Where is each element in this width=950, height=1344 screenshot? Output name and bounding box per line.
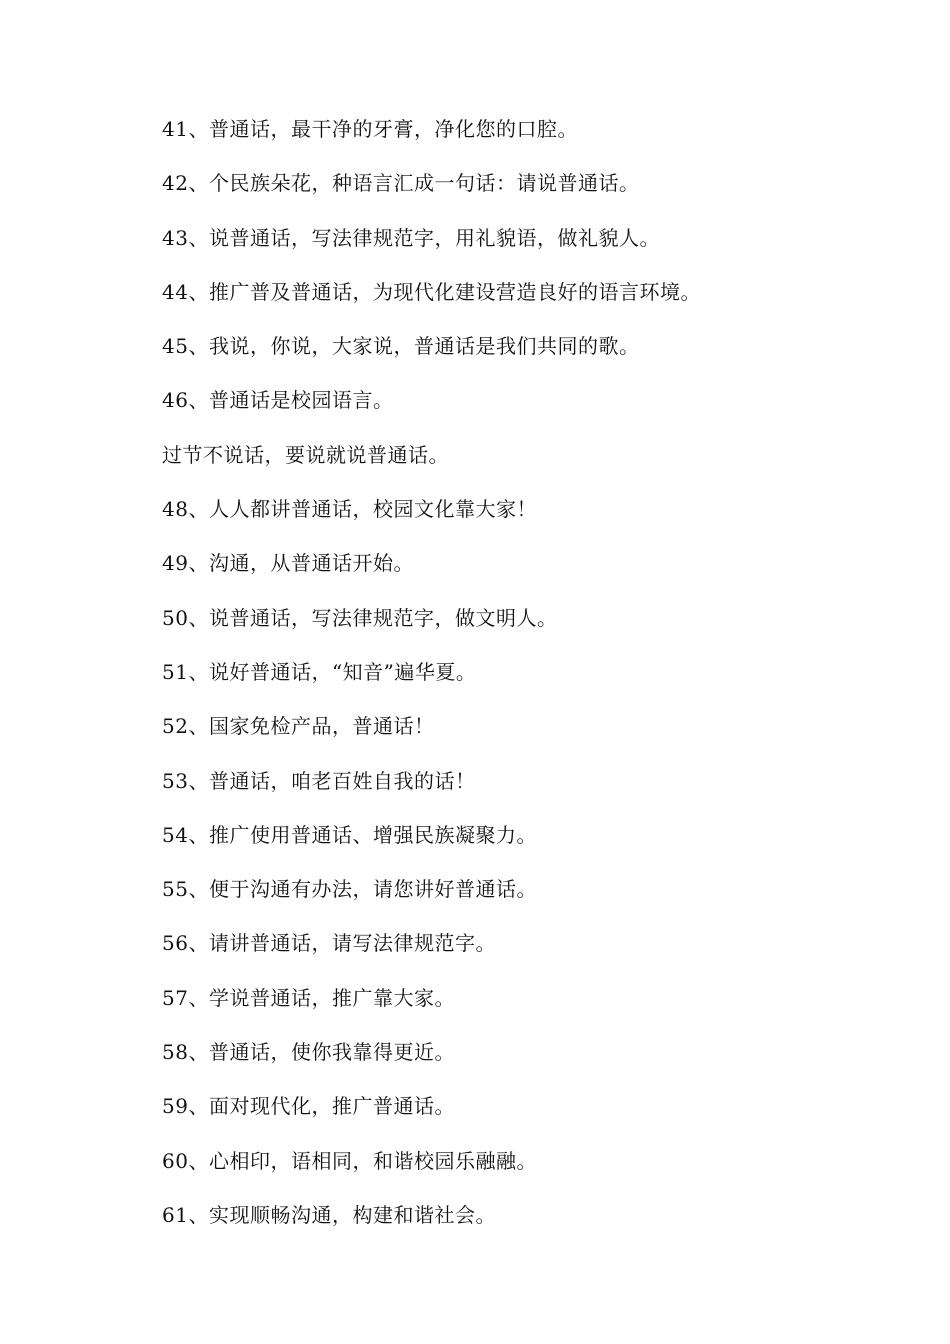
slogan-line: 58、普通话，使你我靠得更近。 — [162, 1040, 455, 1065]
slogan-line: 61、实现顺畅沟通，构建和谐社会。 — [162, 1202, 496, 1227]
slogan-line: 43、说普通话，写法律规范字，用礼貌语，做礼貌人。 — [162, 225, 660, 250]
slogan-line: 44、推广普及普通话，为现代化建设营造良好的语言环境。 — [162, 279, 701, 304]
slogan-line: 41、普通话，最干净的牙膏，净化您的口腔。 — [162, 117, 578, 141]
slogan-line: 50、说普通话，写法律规范字，做文明人。 — [162, 605, 558, 630]
slogan-line: 53、普通话，咱老百姓自我的话！ — [162, 768, 476, 793]
slogan-line: 56、请讲普通话，请写法律规范字。 — [162, 931, 496, 956]
slogan-line: 57、学说普通话，推广靠大家。 — [162, 985, 455, 1010]
slogan-line: 59、面对现代化，推广普通话。 — [162, 1094, 455, 1119]
slogan-list — [162, 113, 902, 1253]
slogan-line: 46、普通话是校园语言。 — [162, 388, 394, 413]
slogan-line: 49、沟通，从普通话开始。 — [162, 551, 414, 576]
slogan-line: 60、心相印，语相同，和谐校园乐融融。 — [162, 1148, 537, 1173]
slogan-line: 52、国家免检产品，普通话！ — [162, 714, 435, 739]
slogan-line: 45、我说，你说，大家说，普通话是我们共同的歌。 — [162, 334, 640, 359]
slogan-line: 过节不说话，要说就说普通话。 — [162, 442, 449, 467]
slogan-line: 42、个民族朵花，种语言汇成一句话：请说普通话。 — [162, 171, 640, 196]
slogan-line: 48、人人都讲普通话，校园文化靠大家！ — [162, 497, 537, 522]
slogan-line: 51、说好普通话，“知音”遍华夏。 — [162, 659, 477, 684]
slogan-line: 54、推广使用普通话、增强民族凝聚力。 — [162, 822, 537, 847]
slogan-line: 55、便于沟通有办法，请您讲好普通话。 — [162, 877, 537, 902]
